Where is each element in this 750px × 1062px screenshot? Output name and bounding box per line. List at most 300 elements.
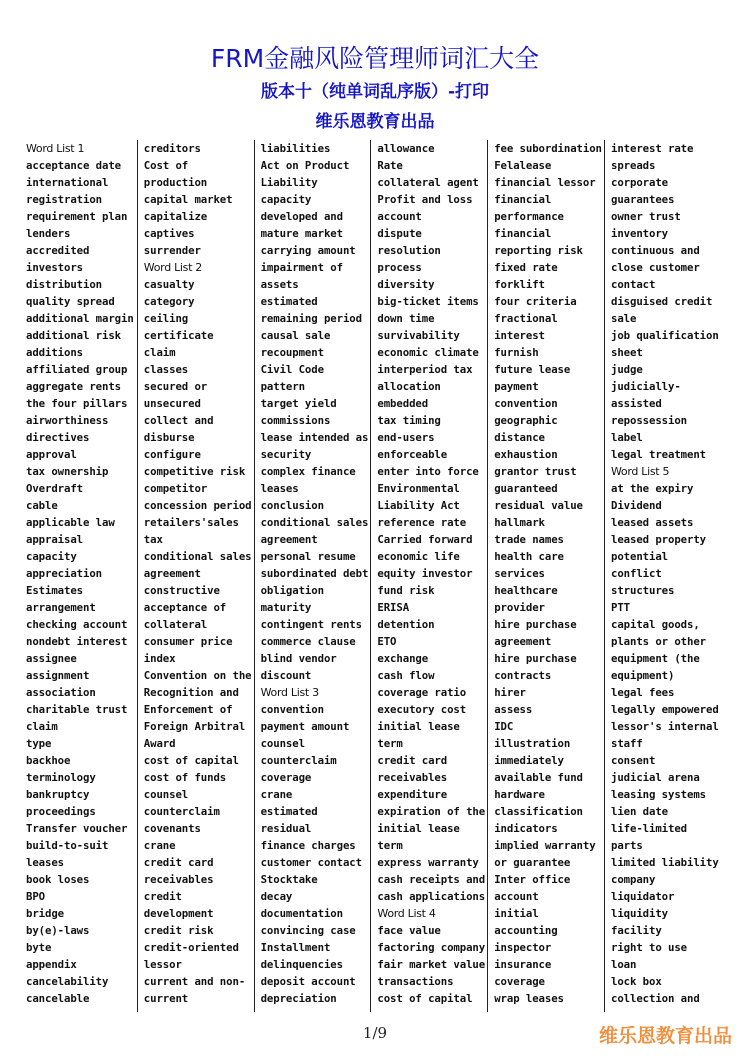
vocab-term: bankruptcy <box>26 788 90 801</box>
vocab-term: capital goods, <box>611 618 700 631</box>
vocab-term: end-users <box>377 431 435 444</box>
vocab-term: account <box>377 210 422 223</box>
vocab-term: current and non- <box>143 975 246 988</box>
vocab-term: implied warranty <box>494 839 596 852</box>
vocab-term: services <box>494 567 545 580</box>
vocab-term: economic climate <box>377 346 479 359</box>
vocab-term: forklift <box>494 278 545 291</box>
vocab-term: collateral agent <box>377 176 479 189</box>
vocab-term: company <box>611 873 656 886</box>
vocab-term: crane <box>143 839 176 852</box>
vocab-term: acceptance of <box>143 601 227 614</box>
vocab-term: requirement plan <box>26 210 128 223</box>
vocab-term: byte <box>26 941 52 954</box>
vocab-term: lenders <box>26 227 71 240</box>
vocab-term: documentation <box>260 907 343 920</box>
vocab-term: provider <box>494 601 545 614</box>
vocab-term: Civil Code <box>260 363 324 376</box>
vocab-term: Convention on the <box>143 669 252 682</box>
vocab-term: down time <box>377 312 435 325</box>
vocab-term: Dividend <box>611 499 662 512</box>
vocab-term: by(e)-laws <box>26 924 90 937</box>
vocab-term: ETO <box>377 635 397 648</box>
vocab-term: term <box>377 737 403 750</box>
vocab-term: guarantees <box>611 193 675 206</box>
vocab-term: complex finance <box>260 465 356 478</box>
vocab-term: capitalize <box>143 210 208 223</box>
vocab-term: parts <box>611 839 643 852</box>
vocab-term: concession period <box>143 499 252 512</box>
vocab-term: financial lessor <box>494 176 596 189</box>
vocab-term: certificate <box>143 329 214 342</box>
vocab-term: type <box>26 737 52 750</box>
vocab-term: performance <box>494 210 564 223</box>
vocab-term: structures <box>611 584 675 597</box>
vocab-term: Liability Act <box>377 499 460 512</box>
vocab-term: enter into force <box>377 465 479 478</box>
vocab-term: limited liability <box>611 856 719 869</box>
vocab-term: Overdraft <box>26 482 84 495</box>
vocab-term: agreement <box>260 533 318 546</box>
vocab-term: additional risk <box>26 329 122 342</box>
vocab-term: continuous and <box>611 244 700 257</box>
word-column-1 <box>20 140 136 1012</box>
word-list-heading: Word List 3 <box>260 686 319 699</box>
vocab-term: assignment <box>26 669 90 682</box>
vocab-term: guaranteed <box>494 482 558 495</box>
vocab-term: accredited <box>26 244 90 257</box>
vocab-term: nondebt interest <box>26 635 128 648</box>
vocab-term: available fund <box>494 771 583 784</box>
vocab-term: index <box>143 652 176 665</box>
vocab-term: disburse <box>143 431 195 444</box>
vocab-term: legal treatment <box>611 448 707 461</box>
vocab-term: terminology <box>26 771 96 784</box>
vocab-term: classes <box>143 363 189 376</box>
vocab-term: distance <box>494 431 545 444</box>
vocab-term: Carried forward <box>377 533 473 546</box>
vocab-term: enforceable <box>377 448 448 461</box>
vocab-term: expiration of the <box>377 805 486 818</box>
word-column-3 <box>254 140 370 1012</box>
word-list-heading: Word List 2 <box>143 261 202 274</box>
vocab-term: financial <box>494 193 552 206</box>
vocab-term: discount <box>260 669 312 682</box>
vocab-term: ERISA <box>377 601 410 614</box>
vocab-term: association <box>26 686 96 699</box>
vocab-term: carrying amount <box>260 244 356 257</box>
vocab-term: tax timing <box>377 414 441 427</box>
vocab-term: Foreign Arbitral <box>143 720 246 733</box>
vocab-term: claim <box>143 346 176 359</box>
document-title: FRM金融风险管理师词汇大全 <box>210 44 540 73</box>
vocab-term: covenants <box>143 822 201 835</box>
vocab-term: lessor's internal <box>611 720 719 733</box>
vocab-term: lien date <box>611 805 669 818</box>
vocab-term: counsel <box>260 737 305 750</box>
vocab-term: Liability <box>260 176 318 189</box>
vocab-term: estimated <box>260 295 318 308</box>
vocab-term: repossession <box>611 414 688 427</box>
document-subtitle: 版本十（纯单词乱序版）-打印 <box>260 82 490 102</box>
vocab-term: developed and <box>260 210 343 223</box>
vocab-term: mature market <box>260 227 343 240</box>
vocab-term: Enforcement of <box>143 703 233 716</box>
vocab-term: ceiling <box>143 312 189 325</box>
vocab-term: receivables <box>377 771 448 784</box>
vocab-term: fund risk <box>377 584 435 597</box>
vocab-term: delinquencies <box>260 958 343 971</box>
vocab-term: survivability <box>377 329 460 342</box>
vocab-term: maturity <box>260 601 312 614</box>
vocab-term: recoupment <box>260 346 324 359</box>
vocab-term: claim <box>26 720 58 733</box>
vocab-term: legal fees <box>611 686 675 699</box>
vocab-term: judge <box>611 363 643 376</box>
vocab-term: build-to-suit <box>26 839 109 852</box>
vocab-term: customer contact <box>260 856 362 869</box>
vocab-term: credit-oriented <box>143 941 239 954</box>
vocab-term: conclusion <box>260 499 324 512</box>
vocab-term: allocation <box>377 380 441 393</box>
vocab-term: detention <box>377 618 435 631</box>
vocab-term: loan <box>611 958 637 971</box>
vocab-term: inventory <box>611 227 669 240</box>
vocab-term: hallmark <box>494 516 545 529</box>
vocab-term: lock box <box>611 975 662 988</box>
watermark-logo: 维乐恩教育出品 <box>598 1025 732 1047</box>
word-column-5 <box>487 140 603 1012</box>
vocab-term: IDC <box>494 720 514 733</box>
vocab-term: pattern <box>260 380 305 393</box>
vocab-term: express warranty <box>377 856 479 869</box>
vocab-term: coverage ratio <box>377 686 467 699</box>
vocab-term: right to use <box>611 941 688 954</box>
vocab-term: counterclaim <box>143 805 220 818</box>
vocab-term: disguised credit <box>611 295 713 308</box>
vocab-term: inspector <box>494 941 552 954</box>
vocab-term: owner trust <box>611 210 681 223</box>
vocab-term: Cost of <box>143 159 189 172</box>
page-number: 1/9 <box>362 1024 388 1042</box>
page-header <box>0 42 750 136</box>
vocab-term: furnish <box>494 346 539 359</box>
vocab-term: cash applications <box>377 890 486 903</box>
vocab-term: assess <box>494 703 533 716</box>
vocab-term: payment amount <box>260 720 350 733</box>
vocab-term: healthcare <box>494 584 558 597</box>
vocab-term: leased assets <box>611 516 694 529</box>
vocab-term: facility <box>611 924 662 937</box>
vocab-term: wrap leases <box>494 992 564 1005</box>
vocab-term: judicial arena <box>611 771 700 784</box>
vocab-term: checking account <box>26 618 128 631</box>
vocab-term: resolution <box>377 244 441 257</box>
vocab-term: corporate <box>611 176 669 189</box>
vocab-term: payment <box>494 380 539 393</box>
vocab-term: deposit account <box>260 975 356 988</box>
vocab-term: reporting risk <box>494 244 583 257</box>
vocab-term: charitable trust <box>26 703 128 716</box>
vocab-term: immediately <box>494 754 564 767</box>
vocab-term: finance charges <box>260 839 356 852</box>
vocab-term: additional margin <box>26 312 134 325</box>
vocab-term: category <box>143 295 195 308</box>
vocab-term: judicially- <box>611 380 681 393</box>
vocab-term: competitive risk <box>143 465 246 478</box>
vocab-term: acceptance date <box>26 159 122 172</box>
vocab-term: grantor trust <box>494 465 577 478</box>
vocab-term: consent <box>611 754 656 767</box>
word-list-heading: Word List 5 <box>611 465 670 478</box>
vocab-term: initial <box>494 907 539 920</box>
vocab-term: configure <box>143 448 201 461</box>
publisher-name: 维乐恩教育出品 <box>315 112 435 132</box>
vocab-term: diversity <box>377 278 435 291</box>
vocab-term: conditional sales <box>143 550 252 563</box>
vocab-term: executory cost <box>377 703 467 716</box>
vocab-term: tax <box>143 533 163 546</box>
vocab-term: counsel <box>143 788 189 801</box>
vocab-term: distribution <box>26 278 103 291</box>
vocab-term: Profit and loss <box>377 193 473 206</box>
vocab-term: creditors <box>143 142 201 155</box>
vocab-term: cable <box>26 499 58 512</box>
vocab-term: health care <box>494 550 564 563</box>
vocab-term: security <box>260 448 312 461</box>
vocab-term: reference rate <box>377 516 467 529</box>
vocab-term: credit card <box>377 754 448 767</box>
vocab-term: life-limited <box>611 822 688 835</box>
vocab-term: casualty <box>143 278 195 291</box>
vocab-term: competitor <box>143 482 208 495</box>
vocab-term: aggregate rents <box>26 380 122 393</box>
vocab-term: conditional sales <box>260 516 369 529</box>
vocab-term: PTT <box>611 601 631 614</box>
vocab-term: airworthiness <box>26 414 109 427</box>
vocab-term: directives <box>26 431 90 444</box>
vocab-term: capacity <box>26 550 77 563</box>
vocab-term: cost of funds <box>143 771 227 784</box>
vocab-term: contracts <box>494 669 552 682</box>
vocab-term: Estimates <box>26 584 84 597</box>
vocab-term: fair market value <box>377 958 486 971</box>
vocab-term: interperiod tax <box>377 363 473 376</box>
vocab-term: remaining period <box>260 312 362 325</box>
vocab-term: liquidity <box>611 907 669 920</box>
vocab-term: account <box>494 890 539 903</box>
vocab-term: coverage <box>494 975 545 988</box>
vocab-term: cancelable <box>26 992 90 1005</box>
vocab-term: cost of capital <box>377 992 473 1005</box>
vocab-term: initial lease <box>377 720 460 733</box>
vocab-term: staff <box>611 737 643 750</box>
vocab-term: depreciation <box>260 992 337 1005</box>
vocab-term: face value <box>377 924 441 937</box>
word-list-heading: Word List 1 <box>26 142 85 155</box>
vocab-term: economic life <box>377 550 460 563</box>
vocab-term: initial lease <box>377 822 460 835</box>
vocab-term: quality spread <box>26 295 115 308</box>
vocab-term: blind vendor <box>260 652 337 665</box>
vocab-term: leasing systems <box>611 788 707 801</box>
vocab-term: collect and <box>143 414 214 427</box>
vocab-term: agreement <box>143 567 201 580</box>
vocab-term: financial <box>494 227 552 240</box>
vocab-term: Award <box>143 737 176 750</box>
vocab-term: term <box>377 839 403 852</box>
vocab-term: equipment) <box>611 669 675 682</box>
vocab-term: illustration <box>494 737 571 750</box>
vocab-term: assisted <box>611 397 662 410</box>
vocab-term: hardware <box>494 788 545 801</box>
vocab-term: appendix <box>26 958 77 971</box>
vocab-term: Transfer voucher <box>26 822 128 835</box>
vocab-term: equipment (the <box>611 652 700 665</box>
vocab-term: development <box>143 907 214 920</box>
vocab-term: collection and <box>611 992 700 1005</box>
vocab-term: contact <box>611 278 656 291</box>
vocab-term: spreads <box>611 159 656 172</box>
vocab-term: obligation <box>260 584 324 597</box>
vocab-term: credit card <box>143 856 214 869</box>
vocab-term: bridge <box>26 907 65 920</box>
vocab-term: affiliated group <box>26 363 128 376</box>
vocab-term: book loses <box>26 873 90 886</box>
vocab-term: counterclaim <box>260 754 337 767</box>
vocab-term: crane <box>260 788 293 801</box>
vocab-term: credit <box>143 890 182 903</box>
vocab-term: cash receipts and <box>377 873 486 886</box>
vocab-term: residual <box>260 822 312 835</box>
vocab-term: hire purchase <box>494 618 577 631</box>
vocab-term: equity investor <box>377 567 473 580</box>
vocab-term: future lease <box>494 363 571 376</box>
vocab-term: exchange <box>377 652 429 665</box>
vocab-term: liabilities <box>260 142 331 155</box>
vocab-term: impairment of <box>260 261 343 274</box>
vocab-term: international <box>26 176 109 189</box>
vocab-term: tax ownership <box>26 465 109 478</box>
vocab-term: indicators <box>494 822 558 835</box>
vocab-term: job qualification <box>611 329 719 342</box>
vocab-term: capacity <box>260 193 312 206</box>
vocab-term: dispute <box>377 227 422 240</box>
vocab-term: personal resume <box>260 550 356 563</box>
vocab-term: unsecured <box>143 397 201 410</box>
vocab-term: collateral <box>143 618 208 631</box>
vocab-term: geographic <box>494 414 558 427</box>
vocab-term: Stocktake <box>260 873 318 886</box>
vocab-term: conflict <box>611 567 662 580</box>
vocab-term: captives <box>143 227 195 240</box>
vocab-term: target yield <box>260 397 337 410</box>
vocab-term: production <box>143 176 208 189</box>
vocab-term: assets <box>260 278 299 291</box>
vocab-term: Rate <box>377 159 403 172</box>
vocab-term: commerce clause <box>260 635 356 648</box>
vocab-term: causal sale <box>260 329 331 342</box>
vocab-term: decay <box>260 890 293 903</box>
vocab-term: expenditure <box>377 788 448 801</box>
vocab-term: appreciation <box>26 567 103 580</box>
vocab-term: lease intended as <box>260 431 369 444</box>
vocab-term: insurance <box>494 958 552 971</box>
vocab-term: agreement <box>494 635 552 648</box>
vocabulary-columns <box>20 140 732 1012</box>
vocab-term: assignee <box>26 652 77 665</box>
vocab-term: close customer <box>611 261 700 274</box>
vocab-term: legally empowered <box>611 703 719 716</box>
vocab-term: transactions <box>377 975 454 988</box>
vocab-term: approval <box>26 448 77 461</box>
vocab-term: factoring company <box>377 941 486 954</box>
vocab-term: commissions <box>260 414 331 427</box>
vocab-term: Recognition and <box>143 686 239 699</box>
vocab-term: label <box>611 431 643 444</box>
vocab-term: consumer price <box>143 635 233 648</box>
vocab-term: receivables <box>143 873 214 886</box>
vocab-term: trade names <box>494 533 564 546</box>
vocab-term: proceedings <box>26 805 96 818</box>
vocab-term: credit risk <box>143 924 214 937</box>
vocab-term: backhoe <box>26 754 71 767</box>
vocab-term: coverage <box>260 771 312 784</box>
vocab-term: Felalease <box>494 159 552 172</box>
vocab-term: or guarantee <box>494 856 571 869</box>
vocab-term: leased property <box>611 533 707 546</box>
vocab-term: the four pillars <box>26 397 128 410</box>
vocab-term: fee subordination <box>494 142 602 155</box>
vocab-term: residual value <box>494 499 583 512</box>
vocab-term: sale <box>611 312 637 325</box>
vocab-term: capital market <box>143 193 233 206</box>
vocab-term: at the expiry <box>611 482 694 495</box>
vocab-term: fixed rate <box>494 261 558 274</box>
vocab-term: convention <box>494 397 558 410</box>
vocab-term: hire purchase <box>494 652 577 665</box>
vocab-term: additions <box>26 346 84 359</box>
vocab-term: retailers'sales <box>143 516 239 529</box>
vocab-term: fractional <box>494 312 558 325</box>
word-column-6 <box>604 140 720 1012</box>
vocab-term: classification <box>494 805 583 818</box>
vocab-term: constructive <box>143 584 220 597</box>
vocab-term: current <box>143 992 189 1005</box>
vocab-term: allowance <box>377 142 435 155</box>
vocab-term: Installment <box>260 941 331 954</box>
vocab-term: contingent rents <box>260 618 362 631</box>
vocab-term: convincing case <box>260 924 356 937</box>
vocab-term: cost of capital <box>143 754 239 767</box>
vocab-term: plants or other <box>611 635 707 648</box>
vocab-term: investors <box>26 261 84 274</box>
vocab-term: Inter office <box>494 873 571 886</box>
vocab-term: convention <box>260 703 324 716</box>
vocab-term: Act on Product <box>260 159 350 172</box>
vocab-term: appraisal <box>26 533 84 546</box>
vocab-term: four criteria <box>494 295 577 308</box>
vocab-term: embedded <box>377 397 429 410</box>
vocab-term: process <box>377 261 422 274</box>
vocab-term: hirer <box>494 686 526 699</box>
vocab-term: registration <box>26 193 103 206</box>
vocab-term: big-ticket items <box>377 295 479 308</box>
word-column-4 <box>370 140 486 1012</box>
word-column-2 <box>137 140 253 1012</box>
vocab-term: estimated <box>260 805 318 818</box>
vocab-term: interest <box>494 329 545 342</box>
